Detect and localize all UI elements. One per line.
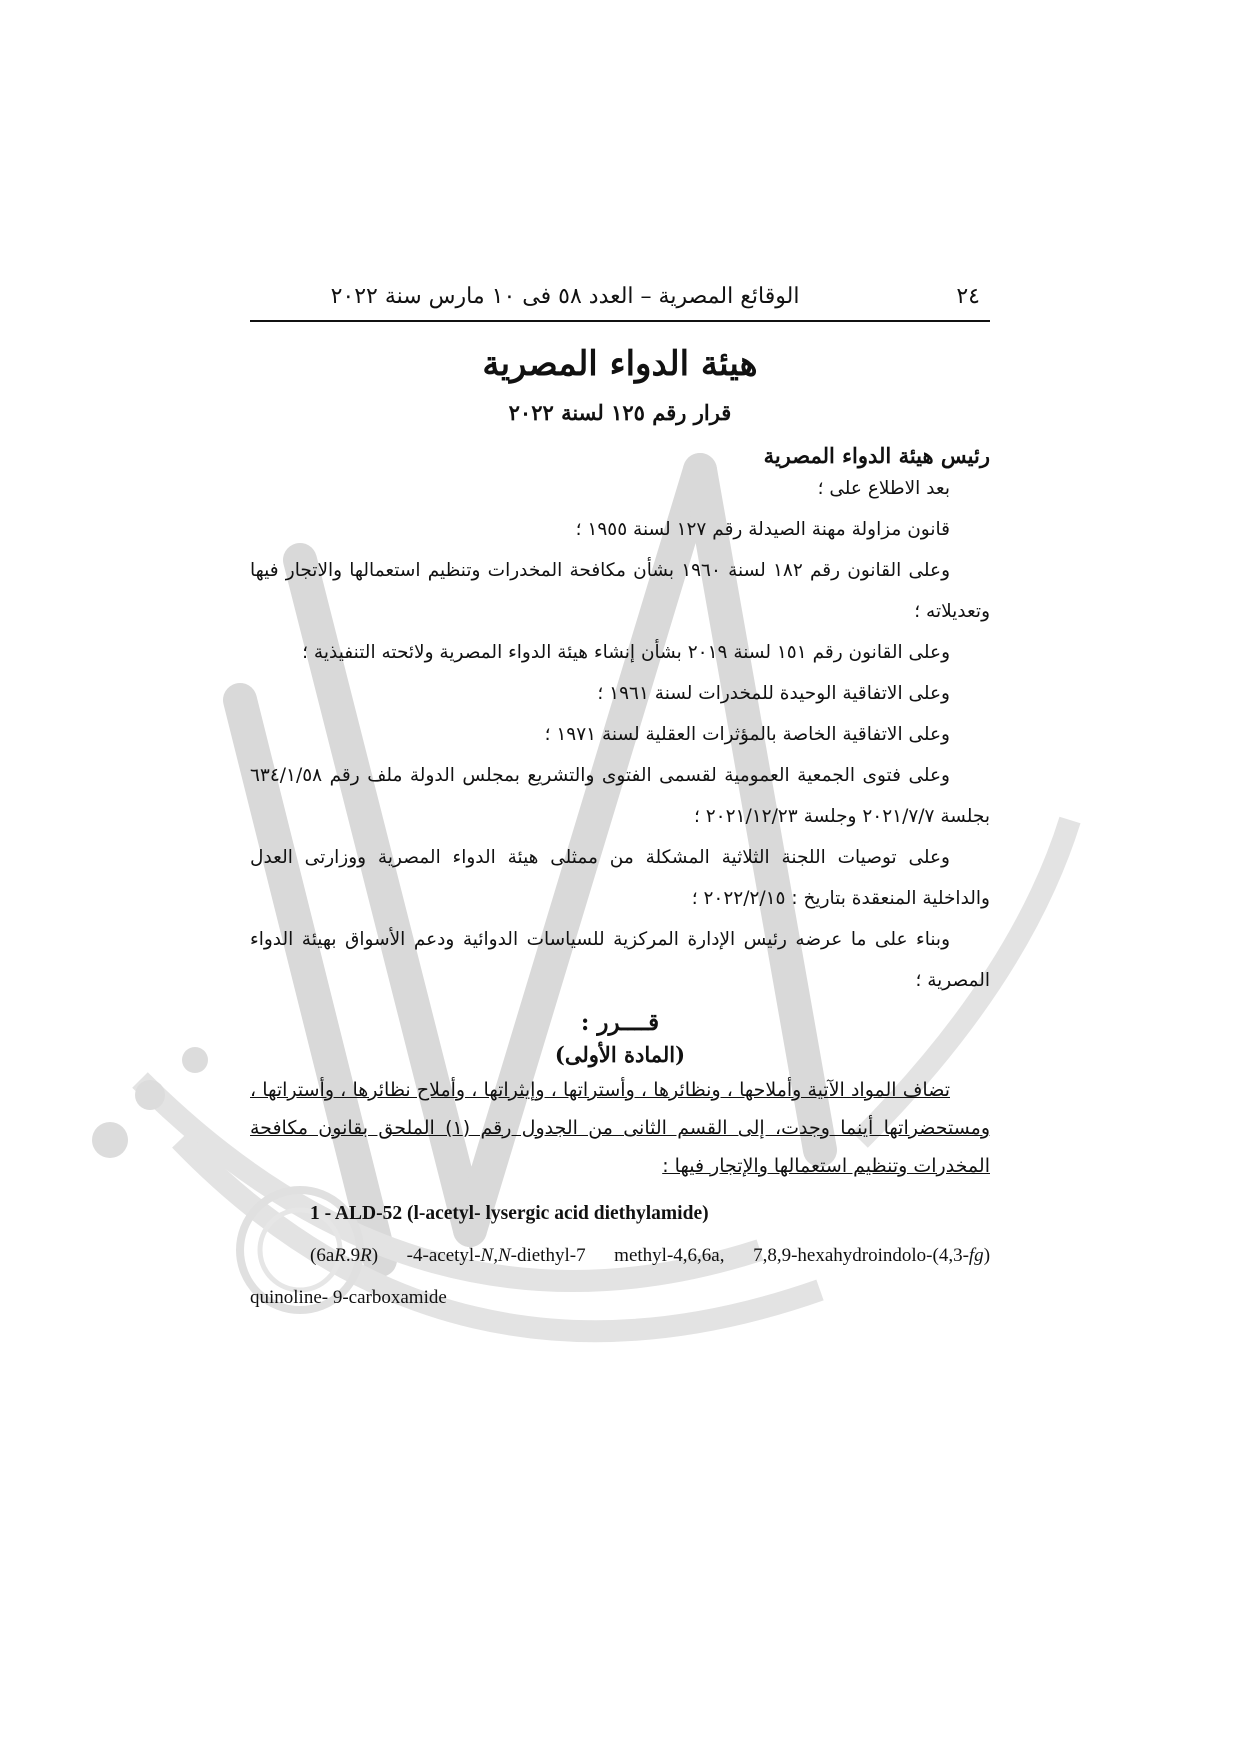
chem-part: ) quinoline- 9-carboxamide	[250, 1245, 991, 1308]
preamble	[250, 468, 990, 1001]
decree-title: قرار رقم ١٢٥ لسنة ٢٠٢٢	[508, 400, 732, 425]
chem-italic: N,N	[480, 1245, 511, 1266]
chemical-name	[250, 1235, 990, 1319]
page-number: ٢٤	[956, 284, 980, 309]
preamble-line: وعلى القانون رقم ١٨٢ لسنة ١٩٦٠ بشأن مكافحة المخدرات وتنظيم استعمالها والاتجار فيها وتعديلاته ؛	[250, 560, 990, 622]
article-text	[250, 1071, 990, 1185]
article-text-underlined: تضاف المواد الآتية وأملاحها ، ونظائرها ، وأستراتها ، وإيثراتها ، وأملاح نظائرها ، وأستراتها ، ومستحضراتها أينما وجدت، إلى القسم الثانى من الجدول رقم (١) الملحق بقانون مكافحة المخدرات وتنظيم استعمالها والإتجار فيها :	[250, 1079, 990, 1177]
gazette-title: الوقائع المصرية – العدد ٥٨ فى ١٠ مارس سنة ٢٠٢٢	[330, 284, 800, 309]
chem-part: .9	[345, 1245, 361, 1266]
preamble-line: بعد الاطلاع على ؛	[817, 478, 950, 499]
preamble-line: وعلى الاتفاقية الخاصة بالمؤثرات العقلية لسنة ١٩٧١ ؛	[544, 724, 950, 745]
preamble-line: وبناء على ما عرضه رئيس الإدارة المركزية للسياسات الدوائية ودعم الأسواق بهيئة الدواء المصرية ؛	[250, 929, 990, 991]
preamble-line: وعلى القانون رقم ١٥١ لسنة ٢٠١٩ بشأن إنشاء هيئة الدواء المصرية ولائحته التنفيذية ؛	[302, 642, 950, 663]
chem-italic: R	[334, 1245, 346, 1266]
gazette-page	[250, 270, 990, 1319]
preamble-line: وعلى الاتفاقية الوحيدة للمخدرات لسنة ١٩٦١ ؛	[597, 683, 950, 704]
article-title: (المادة الأولى)	[554, 1042, 686, 1067]
page-header	[250, 270, 990, 322]
decided-heading: قــــرر :	[580, 1009, 660, 1036]
chem-italic: fg	[968, 1245, 984, 1266]
organization-title: هيئة الدواء المصرية	[482, 344, 758, 384]
preamble-line: وعلى توصيات اللجنة الثلاثية المشكلة من ممثلى هيئة الدواء المصرية ووزارتى العدل والداخلية المنعقدة بتاريخ : ٢٠٢٢/٢/١٥ ؛	[250, 847, 990, 909]
chem-part: (6a	[310, 1245, 335, 1266]
preamble-line: وعلى فتوى الجمعية العمومية لقسمى الفتوى والتشريع بمجلس الدولة ملف رقم ٦٣٤/١/٥٨ بجلسة ٢٠٢١/٧/٧ وجلسة ٢٠٢١/١٢/٢٣ ؛	[250, 765, 990, 827]
chem-part: -diethyl-7 methyl-4,6,6a, 7,8,9-hexahydroindolo-(4,3-	[510, 1245, 969, 1266]
substance-heading: 1 - ALD-52 (l-acetyl- lysergic acid diethylamide)	[310, 1203, 709, 1224]
preamble-line: قانون مزاولة مهنة الصيدلة رقم ١٢٧ لسنة ١٩٥٥ ؛	[575, 519, 950, 540]
chem-italic: R	[360, 1245, 372, 1266]
chem-part: ) -4-acetyl-	[371, 1245, 481, 1266]
issuer-title: رئيس هيئة الدواء المصرية	[763, 443, 990, 468]
